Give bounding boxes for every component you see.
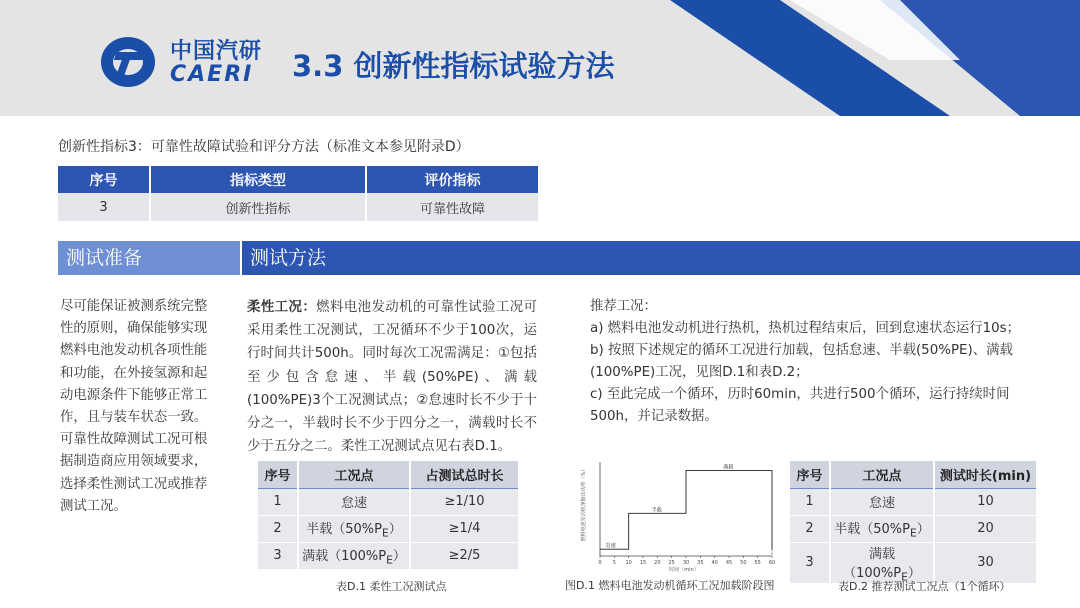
table-cell: 怠速 bbox=[830, 488, 934, 515]
table-cell: 3 bbox=[58, 193, 150, 221]
chart-annotation: 半载 bbox=[651, 507, 662, 514]
table-header: 评价指标 bbox=[366, 166, 538, 193]
chart-x-label: 时间（min） bbox=[669, 567, 699, 573]
table-cell: 1 bbox=[790, 488, 830, 515]
chart-x-tick-label: 20 bbox=[654, 560, 661, 566]
chart-x-tick-label: 5 bbox=[612, 560, 616, 566]
chart-series-line bbox=[600, 471, 772, 550]
flexible-text: 燃料电池发动机的可靠性试验工况可采用柔性工况测试，工况循环不少于100次，运行时间共计500h。同时每次工况需满足：①包括至少包含怠速、半载(50%PE)、满载(100%PE)3个工况测试点；②怠速时长不少于十分之一，半载时长不少于四分之一，满载时长不少于五分之二。柔性工况测试点见右表D.1。 bbox=[247, 300, 538, 455]
table-cell: ≥1/4 bbox=[410, 515, 518, 542]
list-item: b) 按照下述规定的循环工况进行加载，包括怠速、半载(50%PE)、满载(100%PE)工况，见图D.1和表D.2； bbox=[590, 343, 1013, 380]
table-header: 序号 bbox=[58, 166, 150, 193]
chart-x-tick-label: 10 bbox=[625, 560, 632, 566]
chart-x-tick-label: 15 bbox=[639, 560, 647, 566]
table-d1 bbox=[258, 461, 518, 569]
recommended-list bbox=[590, 318, 1038, 428]
table-d2 bbox=[790, 461, 1036, 583]
table-d2-caption: 表D.2 推荐测试工况点（1个循环） bbox=[838, 580, 1011, 593]
table-cell: ≥1/10 bbox=[410, 488, 518, 515]
table-cell: 2 bbox=[790, 515, 830, 542]
table-cell: 可靠性故障 bbox=[366, 193, 538, 221]
table-cell: 1 bbox=[258, 488, 298, 515]
table-header: 占测试总时长 bbox=[410, 461, 518, 488]
table-cell: 满载$(100\%P_E)$ bbox=[298, 542, 410, 569]
chart-x-tick-label: 25 bbox=[668, 560, 675, 566]
table-row bbox=[790, 515, 1036, 542]
header-banner bbox=[0, 0, 1080, 116]
table-cell: 创新性指标 bbox=[150, 193, 366, 221]
flexible-label: 柔性工况： bbox=[247, 300, 317, 315]
caeri-emblem-icon bbox=[98, 32, 162, 92]
chart-x-tick-label: 60 bbox=[768, 560, 776, 566]
table-cell: 半载$(50\%P_E)$ bbox=[830, 515, 934, 542]
chart-x-tick-label: 30 bbox=[682, 560, 690, 566]
chart-annotation: 怠速 bbox=[605, 543, 616, 550]
logo-english-text: CAERI bbox=[170, 62, 254, 87]
table-row bbox=[790, 488, 1036, 515]
table-cell: 30 bbox=[934, 542, 1036, 583]
table-cell: 10 bbox=[934, 488, 1036, 515]
table-cell: ≥2/5 bbox=[410, 542, 518, 569]
recommended-label: 推荐工况： bbox=[590, 299, 657, 314]
chart-x-tick-label: 55 bbox=[754, 560, 761, 566]
table-row bbox=[258, 542, 518, 569]
chart-x-tick-label: 35 bbox=[697, 560, 704, 566]
table-header: 序号 bbox=[258, 461, 298, 488]
table-row bbox=[258, 488, 518, 515]
table-cell: 20 bbox=[934, 515, 1036, 542]
table-row bbox=[790, 542, 1036, 583]
logo-chinese-text: 中国汽研 bbox=[170, 39, 263, 64]
chart-annotation: 满载 bbox=[723, 464, 734, 471]
chart-caption: 图D.1 燃料电池发动机循环工况加载阶段图 bbox=[565, 579, 775, 592]
table-cell: 满载$(100\%P_E)$ bbox=[830, 542, 934, 583]
chart-x-tick-label: 0 bbox=[598, 560, 602, 566]
chart-x-tick-label: 40 bbox=[711, 560, 718, 566]
chart-x-tick-label: 50 bbox=[740, 560, 747, 566]
indicator-table bbox=[58, 166, 538, 221]
chart-y-label: 燃料电池发动机净输出功率（%） bbox=[581, 466, 587, 542]
caeri-logo bbox=[98, 30, 278, 94]
table-cell: 2 bbox=[258, 515, 298, 542]
table-row bbox=[258, 515, 518, 542]
list-item: c) 至此完成一个循环，历时60min，共进行500个循环，运行持续时间500h，并记录数据。 bbox=[590, 387, 1010, 424]
intro-text: 创新性指标3：可靠性故障试验和评分方法（标准文本参见附录D） bbox=[58, 139, 470, 155]
table-header: 序号 bbox=[790, 461, 830, 488]
table-header: 工况点 bbox=[830, 461, 934, 488]
table-header: 工况点 bbox=[298, 461, 410, 488]
table-cell: 3 bbox=[790, 542, 830, 583]
page-title: 3.3 创新性指标试验方法 bbox=[292, 49, 615, 83]
list-item: a) 燃料电池发动机进行热机，热机过程结束后，回到怠速状态运行10s； bbox=[590, 321, 1021, 336]
chart-x-tick-label: 45 bbox=[725, 560, 733, 566]
prep-paragraph: 尽可能保证被测系统完整性的原则，确保能够实现燃料电池发动机各项性能和功能，在外接氢源和起动电源条件下能够正常工作，且与装车状态一致。可靠性故障测试工况可根据制造商应用领域要求，选择柔性测试工况或推荐测试工况。 bbox=[60, 299, 208, 514]
table-row bbox=[58, 193, 538, 221]
table-header: 测试时长(min) bbox=[934, 461, 1036, 488]
flexible-paragraph bbox=[247, 296, 537, 458]
table-header: 指标类型 bbox=[150, 166, 366, 193]
section-bar-method: 测试方法 bbox=[242, 241, 1080, 275]
section-bar-prep: 测试准备 bbox=[58, 241, 240, 275]
table-cell: 怠速 bbox=[298, 488, 410, 515]
table-cell: 3 bbox=[258, 542, 298, 569]
load-cycle-chart bbox=[576, 456, 776, 574]
table-cell: 半载$(50\%P_E)$ bbox=[298, 515, 410, 542]
table-d1-caption: 表D.1 柔性工况测试点 bbox=[336, 580, 447, 593]
